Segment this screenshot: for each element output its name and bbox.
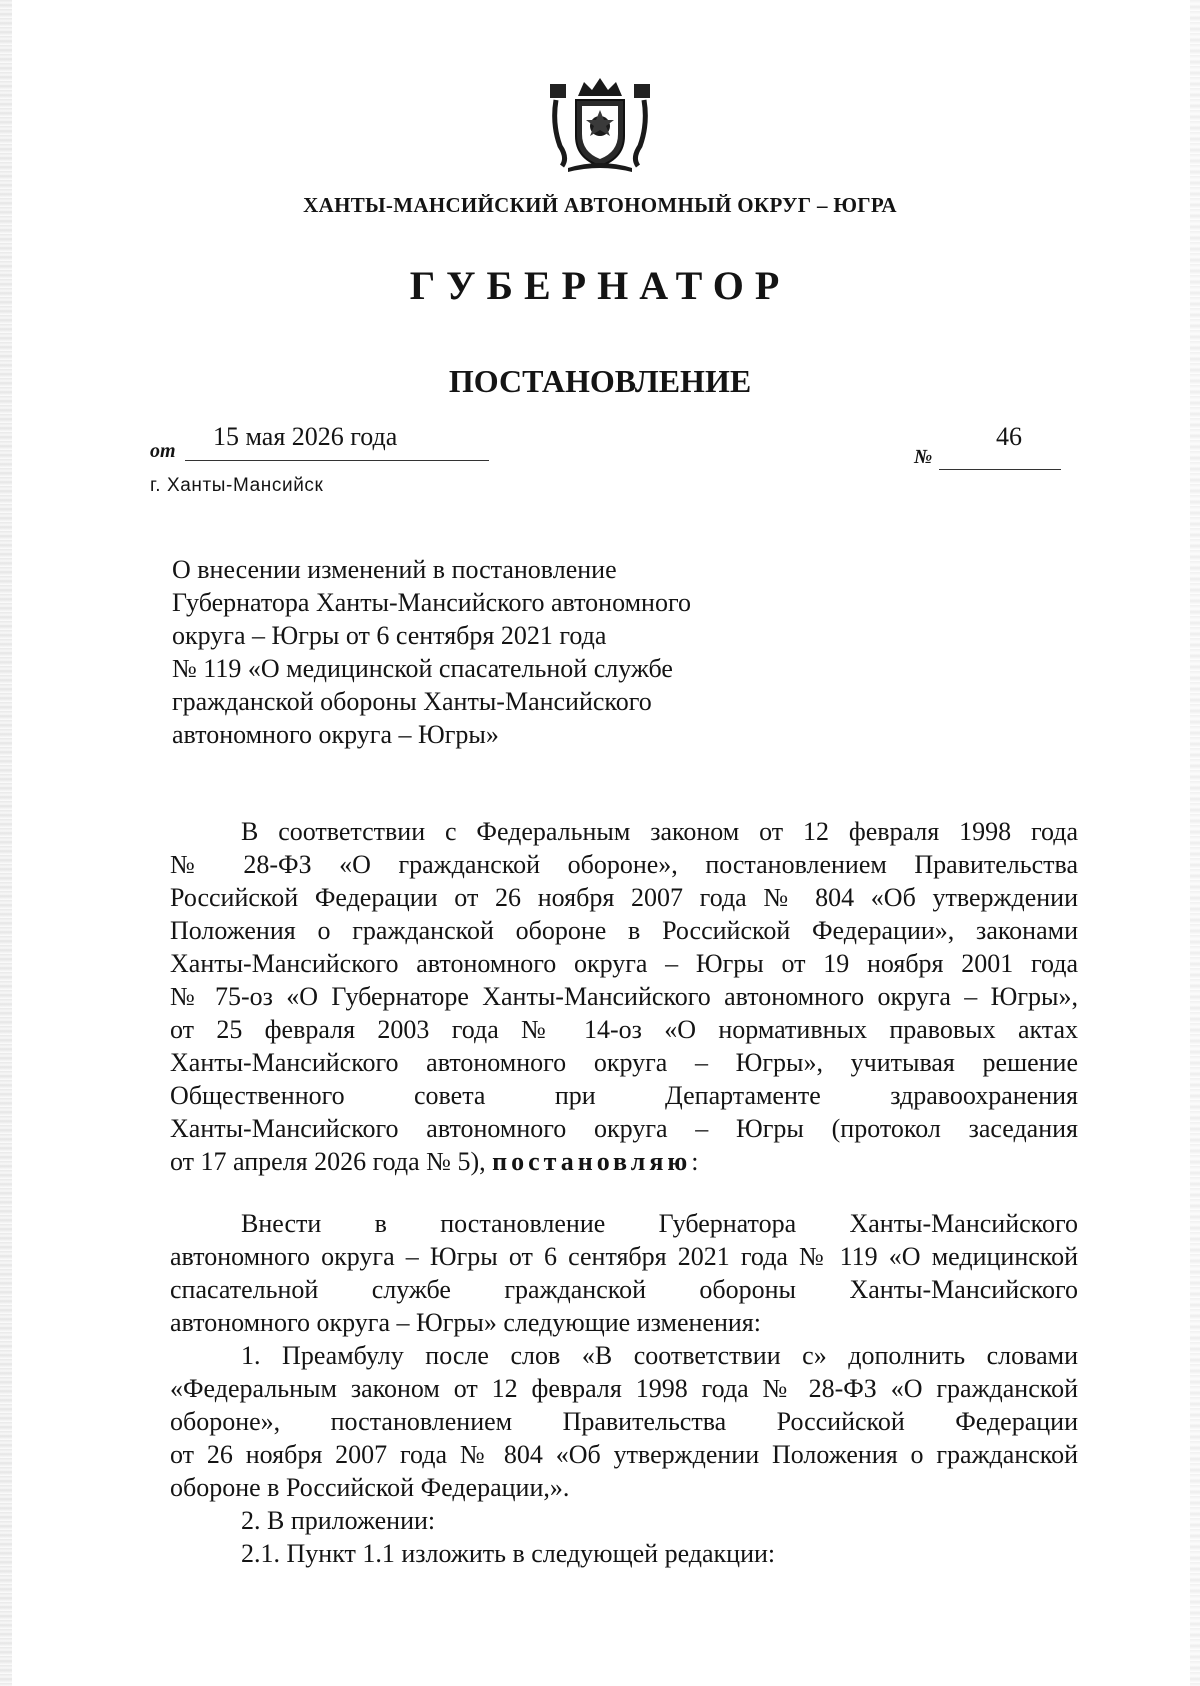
scan-edge-left <box>0 0 12 1686</box>
item-line: 2. В приложении: <box>241 1506 436 1535</box>
document-number: 46 <box>996 422 1022 451</box>
paragraph-line: автономного округа – Югры от 6 сентября 2021 года № 119 «О медицинской <box>170 1242 1078 1271</box>
paragraph-line: Ханты-Мансийского автономного округа – Югры от 19 ноября 2001 года <box>170 949 1078 978</box>
date-underline <box>185 460 489 461</box>
item-line: от 26 ноября 2007 года № 804 «Об утверждении Положения о гражданской <box>170 1440 1078 1469</box>
coat-of-arms-emblem <box>548 74 652 174</box>
number-underline <box>939 469 1061 470</box>
paragraph-line: № 28-ФЗ «О гражданской обороне», постановлением Правительства <box>170 850 1078 879</box>
subject-line: автономного округа – Югры» <box>172 720 499 749</box>
preamble-paragraph <box>170 815 1078 1178</box>
paragraph-last-line <box>170 1145 1078 1178</box>
paragraph-line: Ханты-Мансийского автономного округа – Югры (протокол заседания <box>170 1114 1078 1143</box>
paragraph-line: от 17 апреля 2026 года № 5), <box>170 1147 486 1176</box>
paragraph-line: от 25 февраля 2003 года № 14-оз «О нормативных правовых актах <box>170 1015 1078 1044</box>
subject-line: № 119 «О медицинской спасательной службе <box>172 654 673 683</box>
document-date: 15 мая 2026 года <box>213 422 398 451</box>
subject-line: О внесении изменений в постановление <box>172 555 617 584</box>
paragraph-line: Положения о гражданской обороне в Российской Федерации», законами <box>170 916 1078 945</box>
item-line: обороне», постановлением Правительства Российской Федерации <box>170 1407 1078 1436</box>
amendment-paragraph <box>170 1207 1078 1570</box>
subject-line: округа – Югры от 6 сентября 2021 года <box>172 621 607 650</box>
page-title: ГУБЕРНАТОР <box>409 263 791 308</box>
item-line: 1. Преамбулу после слов «В соответствии с» дополнить словами <box>241 1341 1078 1370</box>
decree-word: постановляю <box>492 1147 692 1176</box>
item-line: обороне в Российской Федерации,». <box>170 1473 570 1502</box>
scan-edge-right <box>1190 0 1200 1686</box>
item-line: 2.1. Пункт 1.1 изложить в следующей редакции: <box>241 1539 776 1568</box>
number-prefix: № <box>914 446 933 468</box>
document-subject <box>172 553 792 751</box>
item-line: «Федеральным законом от 12 февраля 1998 года № 28-ФЗ «О гражданской <box>170 1374 1078 1403</box>
paragraph-line: В соответствии с Федеральным законом от 12 февраля 1998 года <box>241 817 1078 846</box>
paragraph-line: спасательной службе гражданской обороны Ханты-Мансийского <box>170 1275 1078 1304</box>
paragraph-line: № 75-оз «О Губернаторе Ханты-Мансийского автономного округа – Югры», <box>170 982 1078 1011</box>
date-prefix: от <box>150 440 176 462</box>
decree-colon: : <box>691 1147 699 1176</box>
region-name: ХАНТЫ-МАНСИЙСКИЙ АВТОНОМНЫЙ ОКРУГ – ЮГРА <box>303 193 897 217</box>
paragraph-line: Внести в постановление Губернатора Ханты-Мансийского <box>241 1209 1078 1238</box>
paragraph-line: автономного округа – Югры» следующие изменения: <box>170 1308 761 1337</box>
subject-line: Губернатора Ханты-Мансийского автономного <box>172 588 691 617</box>
subject-line: гражданской обороны Ханты-Мансийского <box>172 687 652 716</box>
paragraph-line: Ханты-Мансийского автономного округа – Югры», учитывая решение <box>170 1048 1078 1077</box>
paragraph-line: Общественного совета при Департаменте здравоохранения <box>170 1081 1078 1110</box>
city-name: г. Ханты-Мансийск <box>150 475 324 496</box>
paragraph-line: Российской Федерации от 26 ноября 2007 года № 804 «Об утверждении <box>170 883 1078 912</box>
document-type: ПОСТАНОВЛЕНИЕ <box>448 363 752 399</box>
